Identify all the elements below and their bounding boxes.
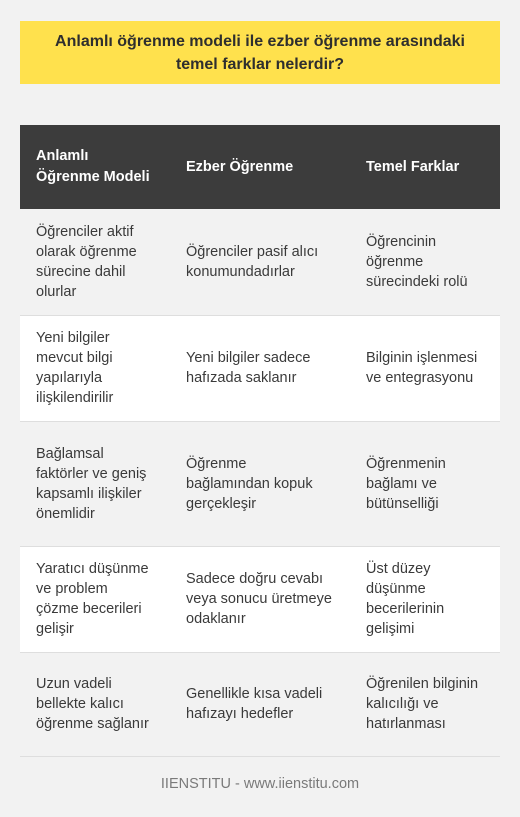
header-rote-learning: Ezber Öğrenme <box>170 125 350 209</box>
table-cell: Uzun vadeli bellekte kalıcı öğrenme sağlanır <box>20 652 170 756</box>
table-cell: Yeni bilgiler sadece hafızada saklanır <box>170 315 350 421</box>
table-cell: Genellikle kısa vadeli hafızayı hedefler <box>170 652 350 756</box>
table-cell: Yaratıcı düşünme ve problem çözme becerileri gelişir <box>20 546 170 652</box>
table-cell: Öğrenciler aktif olarak öğrenme sürecine dahil olurlar <box>20 209 170 315</box>
title-banner <box>20 21 500 84</box>
footer-credit: IIENSTITU - www.iienstitu.com <box>160 776 360 792</box>
comparison-table <box>20 125 500 757</box>
table-cell: Öğrencinin öğrenme sürecindeki rolü <box>350 209 500 315</box>
table-cell: Öğrenme bağlamından kopuk gerçekleşir <box>170 421 350 546</box>
page-title: Anlamlı öğrenme modeli ile ezber öğrenme arasındaki temel farklar nelerdir? <box>55 32 465 73</box>
table-row <box>20 421 500 546</box>
table-cell: Öğrenmenin bağlamı ve bütünselliği <box>350 421 500 546</box>
table-cell: Bağlamsal faktörler ve geniş kapsamlı ilişkiler önemlidir <box>20 421 170 546</box>
table-cell: Üst düzey düşünme becerilerinin gelişimi <box>350 546 500 652</box>
header-key-differences: Temel Farklar <box>350 125 500 209</box>
table-cell: Bilginin işlenmesi ve entegrasyonu <box>350 315 500 421</box>
table-cell: Öğrenciler pasif alıcı konumundadırlar <box>170 209 350 315</box>
table-row <box>20 652 500 756</box>
table-row <box>20 546 500 652</box>
table-header-row <box>20 125 500 209</box>
table-cell: Öğrenilen bilginin kalıcılığı ve hatırlanması <box>350 652 500 756</box>
table-cell: Sadece doğru cevabı veya sonucu üretmeye odaklanır <box>170 546 350 652</box>
table-row <box>20 315 500 421</box>
table-row <box>20 209 500 315</box>
header-meaningful-learning: Anlamlı Öğrenme Modeli <box>20 125 170 209</box>
table-cell: Yeni bilgiler mevcut bilgi yapılarıyla ilişkilendirilir <box>20 315 170 421</box>
